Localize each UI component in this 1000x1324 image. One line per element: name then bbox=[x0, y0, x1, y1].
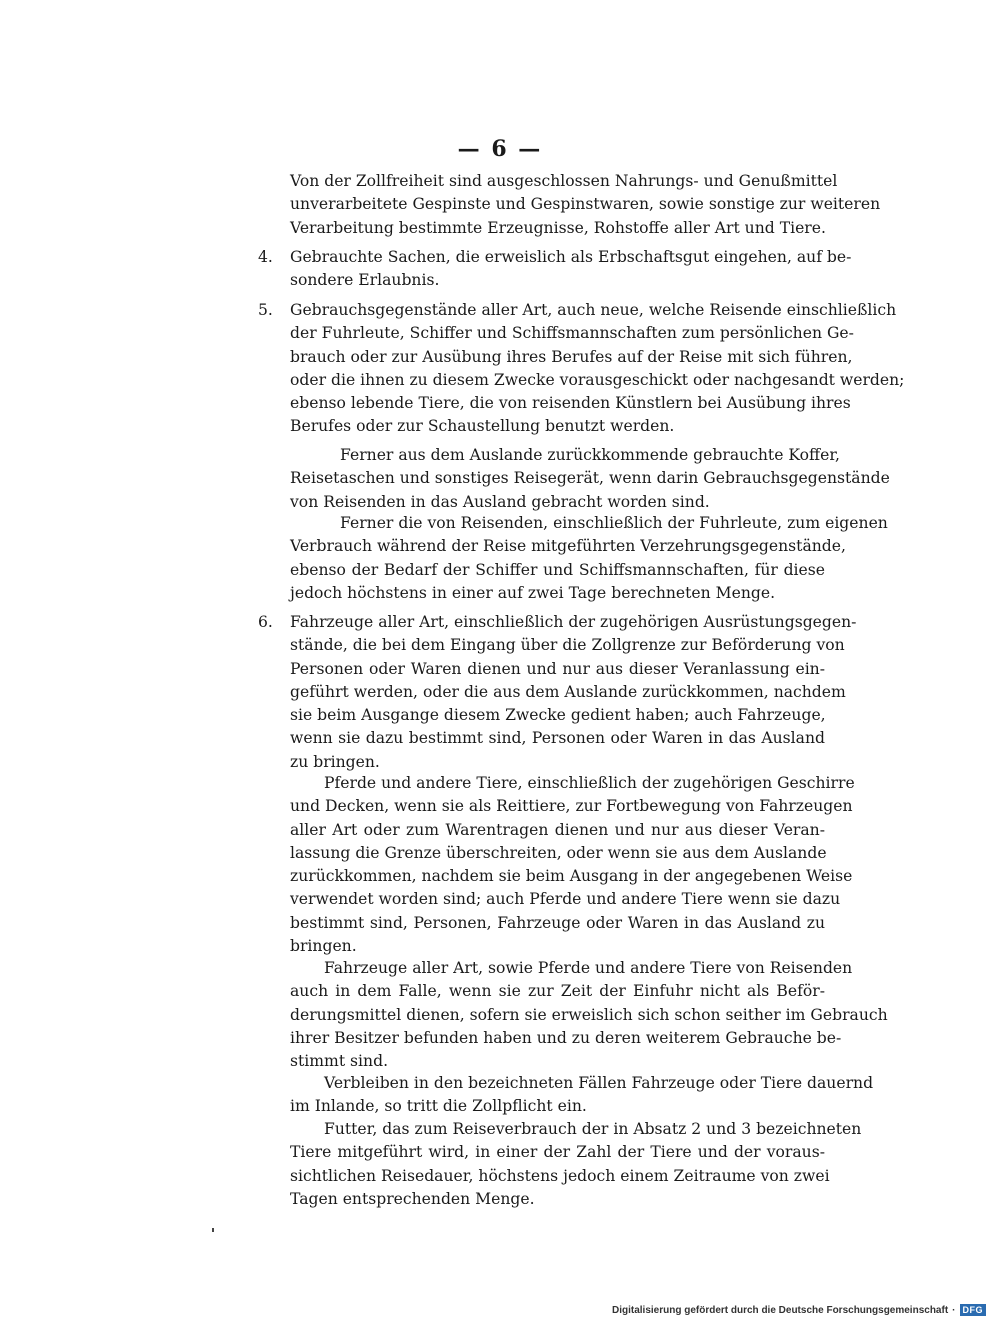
text-line: Verbleiben in den bezeichneten Fällen Fahrzeuge oder Tiere dauernd bbox=[324, 1074, 874, 1092]
text-line: Reisetaschen und sonstiges Reisegerät, wenn darin Gebrauchsgegenstände bbox=[290, 469, 890, 488]
text-line: Verbrauch während der Reise mitgeführten Verzehrungsgegenstände, bbox=[290, 537, 846, 556]
text-line: wenn sie dazu bestimmt sind, Personen oder Waren in das Ausland bbox=[290, 729, 825, 748]
text-line: Futter, das zum Reiseverbrauch der in Absatz 2 und 3 bezeichneten bbox=[324, 1120, 862, 1138]
item6-paragraph bbox=[290, 611, 857, 774]
text-line: zurückkommen, nachdem sie beim Ausgang in der angegebenen Weise bbox=[290, 867, 853, 886]
item5-paragraph-3 bbox=[290, 512, 888, 605]
item4-paragraph bbox=[290, 246, 852, 293]
text-line: der Fuhrleute, Schiffer und Schiffsmannschaften zum persönlichen Ge- bbox=[290, 324, 854, 343]
text-line: im Inlande, so tritt die Zollpflicht ein. bbox=[290, 1097, 587, 1116]
text-line: oder die ihnen zu diesem Zwecke vorausgeschickt oder nachgesandt werden; bbox=[290, 370, 905, 389]
footer-text: Digitalisierung gefördert durch die Deutsche Forschungsgemeinschaft bbox=[611, 1304, 949, 1316]
text-line: sie beim Ausgange diesem Zwecke gedient haben; auch Fahrzeuge, bbox=[290, 706, 826, 725]
text-line: Tagen entsprechenden Menge. bbox=[290, 1189, 535, 1208]
dfg-logo-icon: DFG bbox=[960, 1304, 987, 1316]
text-line: Ferner aus dem Auslande zurückkommende gebrauchte Koffer, bbox=[340, 446, 841, 464]
text-line: derungsmittel dienen, sofern sie erweislich sich schon seither im Gebrauch bbox=[290, 1005, 888, 1024]
text-line: ebenso der Bedarf der Schiffer und Schiffsmannschaften, für diese bbox=[290, 560, 825, 579]
item5-paragraph-2 bbox=[290, 444, 890, 514]
text-line: stände, die bei dem Eingang über die Zollgrenze zur Beförderung von bbox=[290, 636, 845, 655]
text-line: sondere Erlaubnis. bbox=[290, 271, 440, 290]
item6-paragraph-5 bbox=[290, 1118, 862, 1211]
text-line: Von der Zollfreiheit sind ausgeschlossen Nahrungs- und Genußmittel bbox=[290, 172, 838, 190]
text-line: Gebrauchsgegenstände aller Art, auch neue, welche Reisende einschließlich bbox=[290, 301, 897, 319]
text-line: Tiere mitgeführt wird, in einer der Zahl der Tiere und der voraus- bbox=[290, 1143, 825, 1162]
item5-paragraph bbox=[290, 299, 905, 439]
text-line: Ferner die von Reisenden, einschließlich der Fuhrleute, zum eigenen bbox=[340, 514, 888, 532]
item-number-4: 4. bbox=[258, 248, 273, 266]
text-line: brauch oder zur Ausübung ihres Berufes auf der Reise mit sich führen, bbox=[290, 347, 853, 366]
text-line: ihrer Besitzer befunden haben und zu deren weiterem Gebrauche be- bbox=[290, 1028, 842, 1047]
text-line: Gebrauchte Sachen, die erweislich als Erbschaftsgut eingehen, auf be- bbox=[290, 248, 852, 266]
text-line: auch in dem Falle, wenn sie zur Zeit der Einfuhr nicht als Beför- bbox=[290, 982, 825, 1001]
item6-paragraph-3 bbox=[290, 957, 888, 1073]
text-line: bringen. bbox=[290, 937, 357, 956]
text-line: Verarbeitung bestimmte Erzeugnisse, Rohstoffe aller Art und Tiere. bbox=[290, 218, 826, 237]
footer-separator: · bbox=[952, 1304, 956, 1316]
text-line: aller Art oder zum Warentragen dienen und nur aus dieser Veran- bbox=[290, 820, 825, 839]
text-line: Berufes oder zur Schaustellung benutzt werden. bbox=[290, 417, 675, 436]
item-number-5: 5. bbox=[258, 301, 273, 319]
text-line: geführt werden, oder die aus dem Auslande zurückkommen, nachdem bbox=[290, 682, 846, 701]
ink-speck bbox=[212, 1228, 214, 1232]
intro-paragraph bbox=[290, 170, 881, 240]
text-line: verwendet worden sind; auch Pferde und andere Tiere wenn sie dazu bbox=[290, 890, 841, 909]
item6-paragraph-4 bbox=[290, 1072, 874, 1119]
text-line: Pferde und andere Tiere, einschließlich der zugehörigen Geschirre bbox=[324, 774, 855, 792]
text-line: lassung die Grenze überschreiten, oder wenn sie aus dem Auslande bbox=[290, 843, 827, 862]
text-line: stimmt sind. bbox=[290, 1052, 389, 1071]
text-line: und Decken, wenn sie als Reittiere, zur Fortbewegung von Fahrzeugen bbox=[290, 797, 853, 816]
text-line: Personen oder Waren dienen und nur aus dieser Veranlassung ein- bbox=[290, 659, 825, 678]
page-number: — 6 — bbox=[457, 136, 543, 162]
item-number-6: 6. bbox=[258, 613, 273, 631]
item6-paragraph-2 bbox=[290, 772, 855, 958]
text-line: jedoch höchstens in einer auf zwei Tage berechneten Menge. bbox=[290, 583, 776, 602]
text-line: unverarbeitete Gespinste und Gespinstwaren, sowie sonstige zur weiteren bbox=[290, 195, 881, 214]
text-line: bestimmt sind, Personen, Fahrzeuge oder Waren in das Ausland zu bbox=[290, 913, 825, 932]
digitization-footer bbox=[612, 1304, 986, 1316]
text-line: Fahrzeuge aller Art, einschließlich der zugehörigen Ausrüstungsgegen- bbox=[290, 613, 857, 631]
text-line: von Reisenden in das Ausland gebracht worden sind. bbox=[290, 492, 710, 511]
text-line: ebenso lebende Tiere, die von reisenden Künstlern bei Ausübung ihres bbox=[290, 394, 851, 413]
text-line: Fahrzeuge aller Art, sowie Pferde und andere Tiere von Reisenden bbox=[324, 959, 853, 977]
text-line: zu bringen. bbox=[290, 752, 380, 771]
text-line: sichtlichen Reisedauer, höchstens jedoch einem Zeitraume von zwei bbox=[290, 1166, 830, 1185]
